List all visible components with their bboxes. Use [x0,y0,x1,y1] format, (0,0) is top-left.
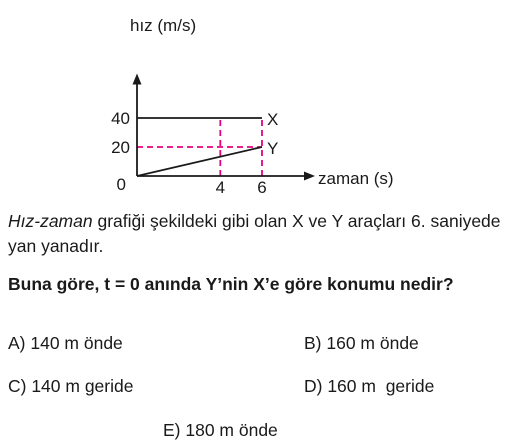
question-intro [8,209,503,259]
option-a[interactable]: A) 140 m önde [8,333,123,353]
x-axis-arrow [304,172,315,181]
y-tick-label-40: 40 [111,109,130,128]
y-axis-arrow [133,74,142,85]
option-e[interactable]: E) 180 m önde [163,420,278,440]
series-line-y [137,147,262,176]
y-axis-label: hız (m/s) [130,16,197,35]
option-c[interactable]: C) 140 m geride [8,376,134,396]
question-intro-italic: Hız-zaman [8,211,93,231]
origin-label: 0 [116,175,126,194]
y-tick-label-20: 20 [111,138,130,157]
question-prompt: Buna göre, t = 0 anında Y’nin X’e göre konumu nedir? [8,274,454,294]
option-b[interactable]: B) 160 m önde [304,333,419,353]
series-label-x: X [266,110,279,129]
option-d[interactable]: D) 160 m geride [304,376,435,396]
x-axis-label: zaman (s) [318,169,394,188]
velocity-time-chart [0,0,510,205]
x-tick-label-6: 6 [257,178,267,197]
question-intro-rest: grafiği şekildeki gibi olan X ve Y araçları 6. saniyede yan yanadır. [8,211,501,256]
series-label-y: Y [266,139,279,158]
x-tick-label-4: 4 [215,178,226,197]
